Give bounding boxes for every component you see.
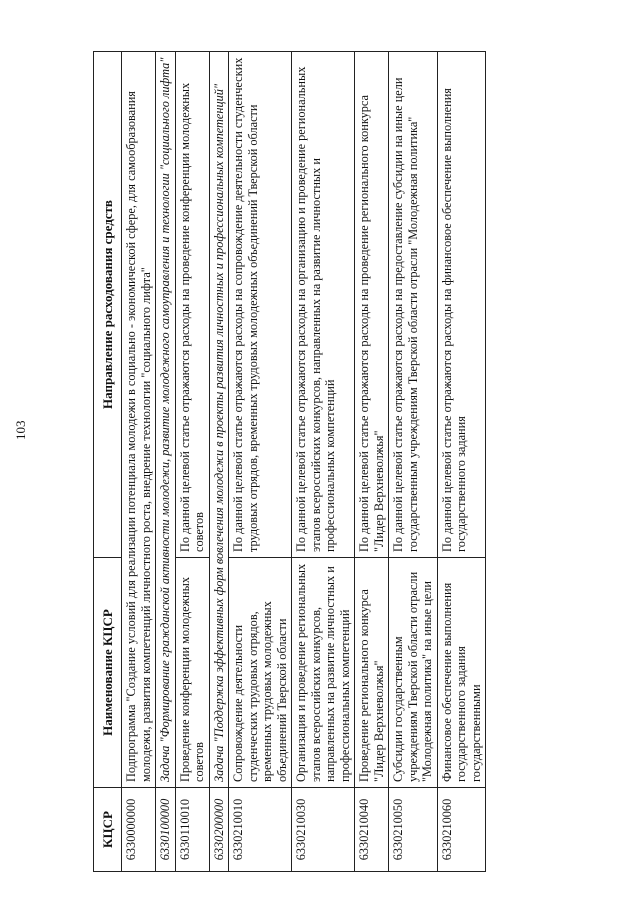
row-code: 6330210010 (229, 788, 292, 872)
row-code: 6330210060 (437, 788, 486, 872)
row-code: 6330210050 (389, 788, 438, 872)
row-direction: По данной целевой статье отражаются расходы на сопровождение деятельности студенческих трудовых отрядов, временных трудовых молодежных объединений Тверской области (229, 52, 292, 558)
row-name: Субсидии государственным учреждениям Тверской области отрасли "Молодежная политика" на иные цели (389, 558, 438, 788)
table-row (175, 52, 209, 872)
table-row (437, 52, 486, 872)
row-name: Финансовое обеспечение выполнения государственного задания государственными (437, 558, 486, 788)
page-number: 103 (13, 420, 28, 440)
row-code: 6330210030 (292, 788, 355, 872)
table-row (389, 52, 438, 872)
row-direction: По данной целевой статье отражаются расходы на предоставление субсидии на иные цели государственным учреждениям Тверской области отрасли "Молодежная политика" (389, 52, 438, 558)
header-direction: Направление расходования средств (94, 52, 122, 558)
row-code: 6330100000 (156, 788, 176, 872)
row-name: Сопровождение деятельности студенческих трудовых отрядов, временных трудовых молодежных объединений Тверской области (229, 558, 292, 788)
kcsr-table (93, 51, 486, 872)
table-row (355, 52, 389, 872)
row-direction: По данной целевой статье отражаются расходы на проведение регионального конкурса "Лидер Верхневолжья" (355, 52, 389, 558)
row-direction: По данной целевой статье отражаются расходы на проведение конференции молодежных советов (175, 52, 209, 558)
row-name: Проведение регионального конкурса "Лидер Верхневолжья" (355, 558, 389, 788)
row-subprogram-text: Подпрограмма "Создание условий для реализации потенциала молодежи в социально - экономической сфере, для самообразования молодежи, развития компетенций личностного роста, внедрение технологии "социального лифта" (122, 52, 156, 788)
row-task-text: Задача "Формирование гражданской активности молодежи, развитие молодежного самоуправления и технологии "социального лифта" (156, 52, 176, 788)
row-code: 6330200000 (209, 788, 229, 872)
row-direction: По данной целевой статье отражаются расходы на организацию и проведение региональных этапов всероссийских конкурсов, направленных на развитие личностных и профессиональных компетенций (292, 52, 355, 558)
table-row (292, 52, 355, 872)
row-task-text: Задача "Поддержка эффективных форм вовлечения молодежи в проекты развития личностных и профессиональных компетенций" (209, 52, 229, 788)
row-name: Проведение конференции молодежных советов (175, 558, 209, 788)
table-row (122, 52, 156, 872)
table-header-row (94, 52, 122, 872)
row-direction: По данной целевой статье отражаются расходы на финансовое обеспечение выполнения государственного задания (437, 52, 486, 558)
row-code: 6330000000 (122, 788, 156, 872)
rotated-page (93, 52, 553, 872)
table-row (209, 52, 229, 872)
row-code: 6330210040 (355, 788, 389, 872)
row-name: Организация и проведение региональных этапов всероссийских конкурсов, направленных на развитие личностных и профессиональных компетенций (292, 558, 355, 788)
header-code: КЦСР (94, 788, 122, 872)
table-row (156, 52, 176, 872)
row-code: 6330110010 (175, 788, 209, 872)
header-name: Наименование КЦСР (94, 558, 122, 788)
table-row (229, 52, 292, 872)
